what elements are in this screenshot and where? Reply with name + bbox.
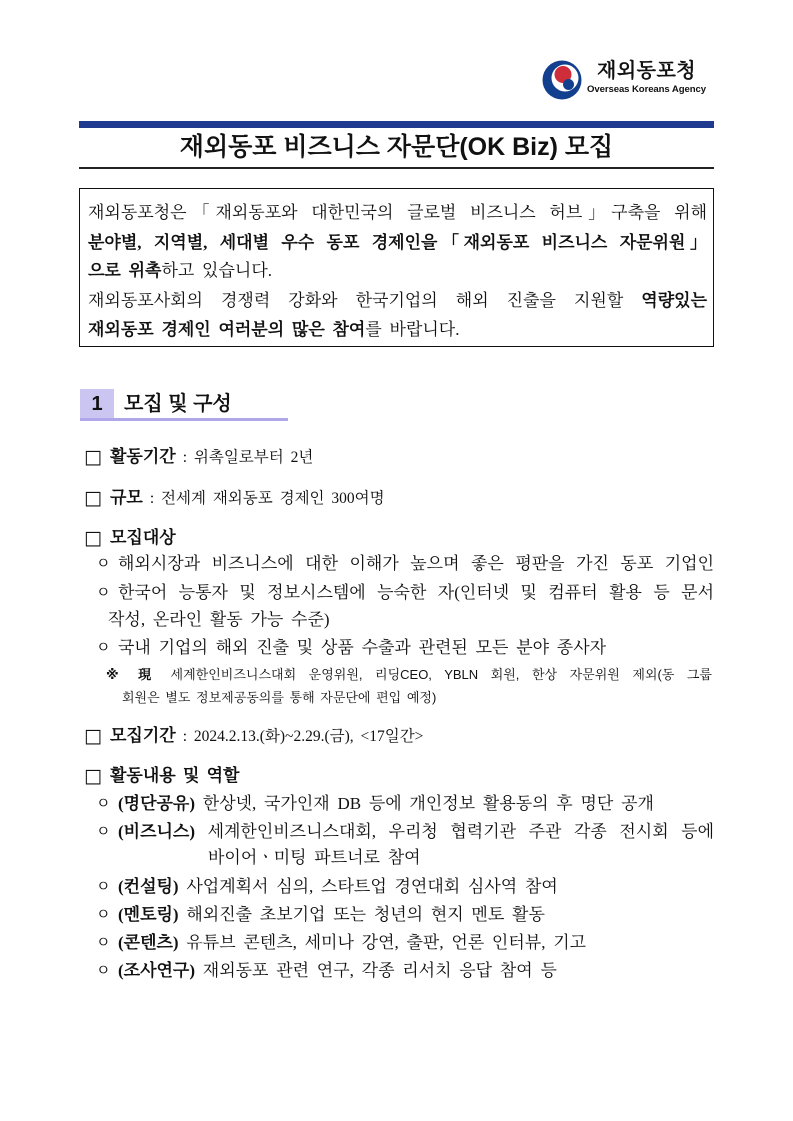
target-row xyxy=(84,526,176,550)
intro-emphasis: 으로 위촉 xyxy=(88,261,162,280)
activity-text: 재외동포 관련 연구, 각종 리서치 응답 참여 등 xyxy=(202,961,557,980)
circle-bullet: ㅇ xyxy=(96,907,111,923)
list-item-text: 한국어 능통자 및 정보시스템에 능숙한 자(인터넷 및 컴퓨터 활용 등 문서 xyxy=(118,583,714,602)
activity-item xyxy=(96,875,714,899)
list-item xyxy=(96,581,714,605)
activity-text: 세계한인비즈니스대회, 우리청 협력기관 주관 각종 전시회 등에 xyxy=(207,822,714,841)
square-bullet: □ xyxy=(84,527,102,549)
square-bullet: □ xyxy=(84,725,102,747)
activity-period-row xyxy=(84,445,313,469)
circle-bullet: ㅇ xyxy=(96,824,111,840)
list-item-text: 해외시장과 비즈니스에 대한 이해가 높으며 좋은 평판을 가진 동포 기업인 xyxy=(118,554,714,573)
intro-line xyxy=(88,257,707,285)
title-bar xyxy=(79,121,714,128)
activity-item-body xyxy=(118,820,714,844)
square-bullet: □ xyxy=(84,446,102,468)
activities-label: 활동내용 및 역할 xyxy=(110,766,240,785)
activity-tag: (비즈니스) xyxy=(118,822,196,841)
circle-bullet: ㅇ xyxy=(96,879,111,895)
activity-tag: (컨설팅) xyxy=(118,877,179,896)
scale-row xyxy=(84,486,385,510)
intro-text: 재외동포사회의 경쟁력 강화와 한국기업의 해외 진출을 지원할 xyxy=(88,291,624,310)
agency-name-english: Overseas Koreans Agency xyxy=(587,84,706,95)
activity-item-continued: 바이어ㆍ미팅 파트너로 참여 xyxy=(208,848,421,867)
list-item xyxy=(96,636,714,660)
circle-bullet: ㅇ xyxy=(96,796,111,812)
activity-item xyxy=(96,931,714,955)
activity-text: 사업계획서 심의, 스타트업 경연대회 심사역 참여 xyxy=(186,877,558,896)
activity-item xyxy=(96,959,714,983)
activity-item-body xyxy=(118,875,714,899)
intro-line xyxy=(88,316,707,344)
activity-item xyxy=(96,820,714,844)
agency-name: 재외동포청 xyxy=(597,60,697,82)
title-divider xyxy=(79,167,714,169)
activity-period-value: : 위촉일로부터 2년 xyxy=(182,449,314,466)
recruitment-period-row xyxy=(84,724,423,748)
note-line xyxy=(106,666,712,684)
intro-emphasis: 재외동포 경제인 여러분의 많은 참여 xyxy=(88,320,366,339)
page-title: 재외동포 비즈니스 자문단(OK Biz) 모집 xyxy=(179,133,614,161)
section-title: 모집 및 구성 xyxy=(124,393,232,415)
note-prefix: 現 xyxy=(138,667,159,682)
note-line-continued: 회원은 별도 정보제공동의를 통해 자문단에 편입 예정) xyxy=(122,690,437,705)
recruitment-period-label: 모집기간 xyxy=(110,726,176,745)
intro-text: 분야별, 지역별, 세대별 우수 동포 경제인을「재외동포 비즈니스 자문위원」 xyxy=(88,233,707,252)
activity-item-body xyxy=(118,903,714,927)
recruitment-period-value: : 2024.2.13.(화)~2.29.(금), <17일간> xyxy=(182,728,424,745)
intro-box xyxy=(79,188,714,347)
government-emblem-icon xyxy=(542,60,582,100)
list-item-text: 국내 기업의 해외 진출 및 상품 수출과 관련된 모든 분야 종사자 xyxy=(118,638,607,657)
circle-bullet: ㅇ xyxy=(96,640,111,656)
activity-tag: (멘토링) xyxy=(118,905,179,924)
activity-item-body xyxy=(118,959,714,983)
activity-item-body xyxy=(118,792,714,816)
activity-text: 유튜브 콘텐츠, 세미나 강연, 출판, 언론 인터뷰, 기고 xyxy=(186,933,587,952)
note-marker: ※ xyxy=(106,667,126,682)
scale-label: 규모 xyxy=(110,488,143,507)
intro-line xyxy=(88,199,707,227)
note-text: 세계한인비즈니스대회 운영위원, 리딩CEO, YBLN 회원, 한상 자문위원 제외(동 그룹 xyxy=(170,667,712,682)
scale-value: : 전세계 재외동포 경제인 300여명 xyxy=(149,490,385,507)
list-item xyxy=(96,552,714,576)
square-bullet: □ xyxy=(84,487,102,509)
intro-text: 하고 있습니다. xyxy=(161,261,272,280)
activity-tag: (명단공유) xyxy=(118,794,196,813)
intro-line xyxy=(88,229,707,257)
intro-text: 재외동포청은「재외동포와 대한민국의 글로벌 비즈니스 허브」구축을 위해 xyxy=(88,203,707,222)
activity-text: 한상넷, 국가인재 DB 등에 개인정보 활용동의 후 명단 공개 xyxy=(202,794,654,813)
circle-bullet: ㅇ xyxy=(96,556,111,572)
circle-bullet: ㅇ xyxy=(96,585,111,601)
section-number: 1 xyxy=(80,389,114,419)
activity-item xyxy=(96,903,714,927)
intro-emphasis: 역량있는 xyxy=(641,291,707,310)
circle-bullet: ㅇ xyxy=(96,935,111,951)
square-bullet: □ xyxy=(84,765,102,787)
activity-period-label: 활동기간 xyxy=(110,447,176,466)
activities-row xyxy=(84,764,239,788)
list-item-continued: 작성, 온라인 활동 가능 수준) xyxy=(108,610,330,629)
target-label: 모집대상 xyxy=(110,528,176,547)
activity-text: 해외진출 초보기업 또는 청년의 현지 멘토 활동 xyxy=(186,905,545,924)
section-underline xyxy=(80,418,288,421)
circle-bullet: ㅇ xyxy=(96,963,111,979)
activity-tag: (조사연구) xyxy=(118,961,196,980)
activity-item-body xyxy=(118,931,714,955)
intro-line xyxy=(88,287,707,315)
activity-tag: (콘텐츠) xyxy=(118,933,179,952)
intro-text: 를 바랍니다. xyxy=(365,320,460,339)
activity-item xyxy=(96,792,714,816)
